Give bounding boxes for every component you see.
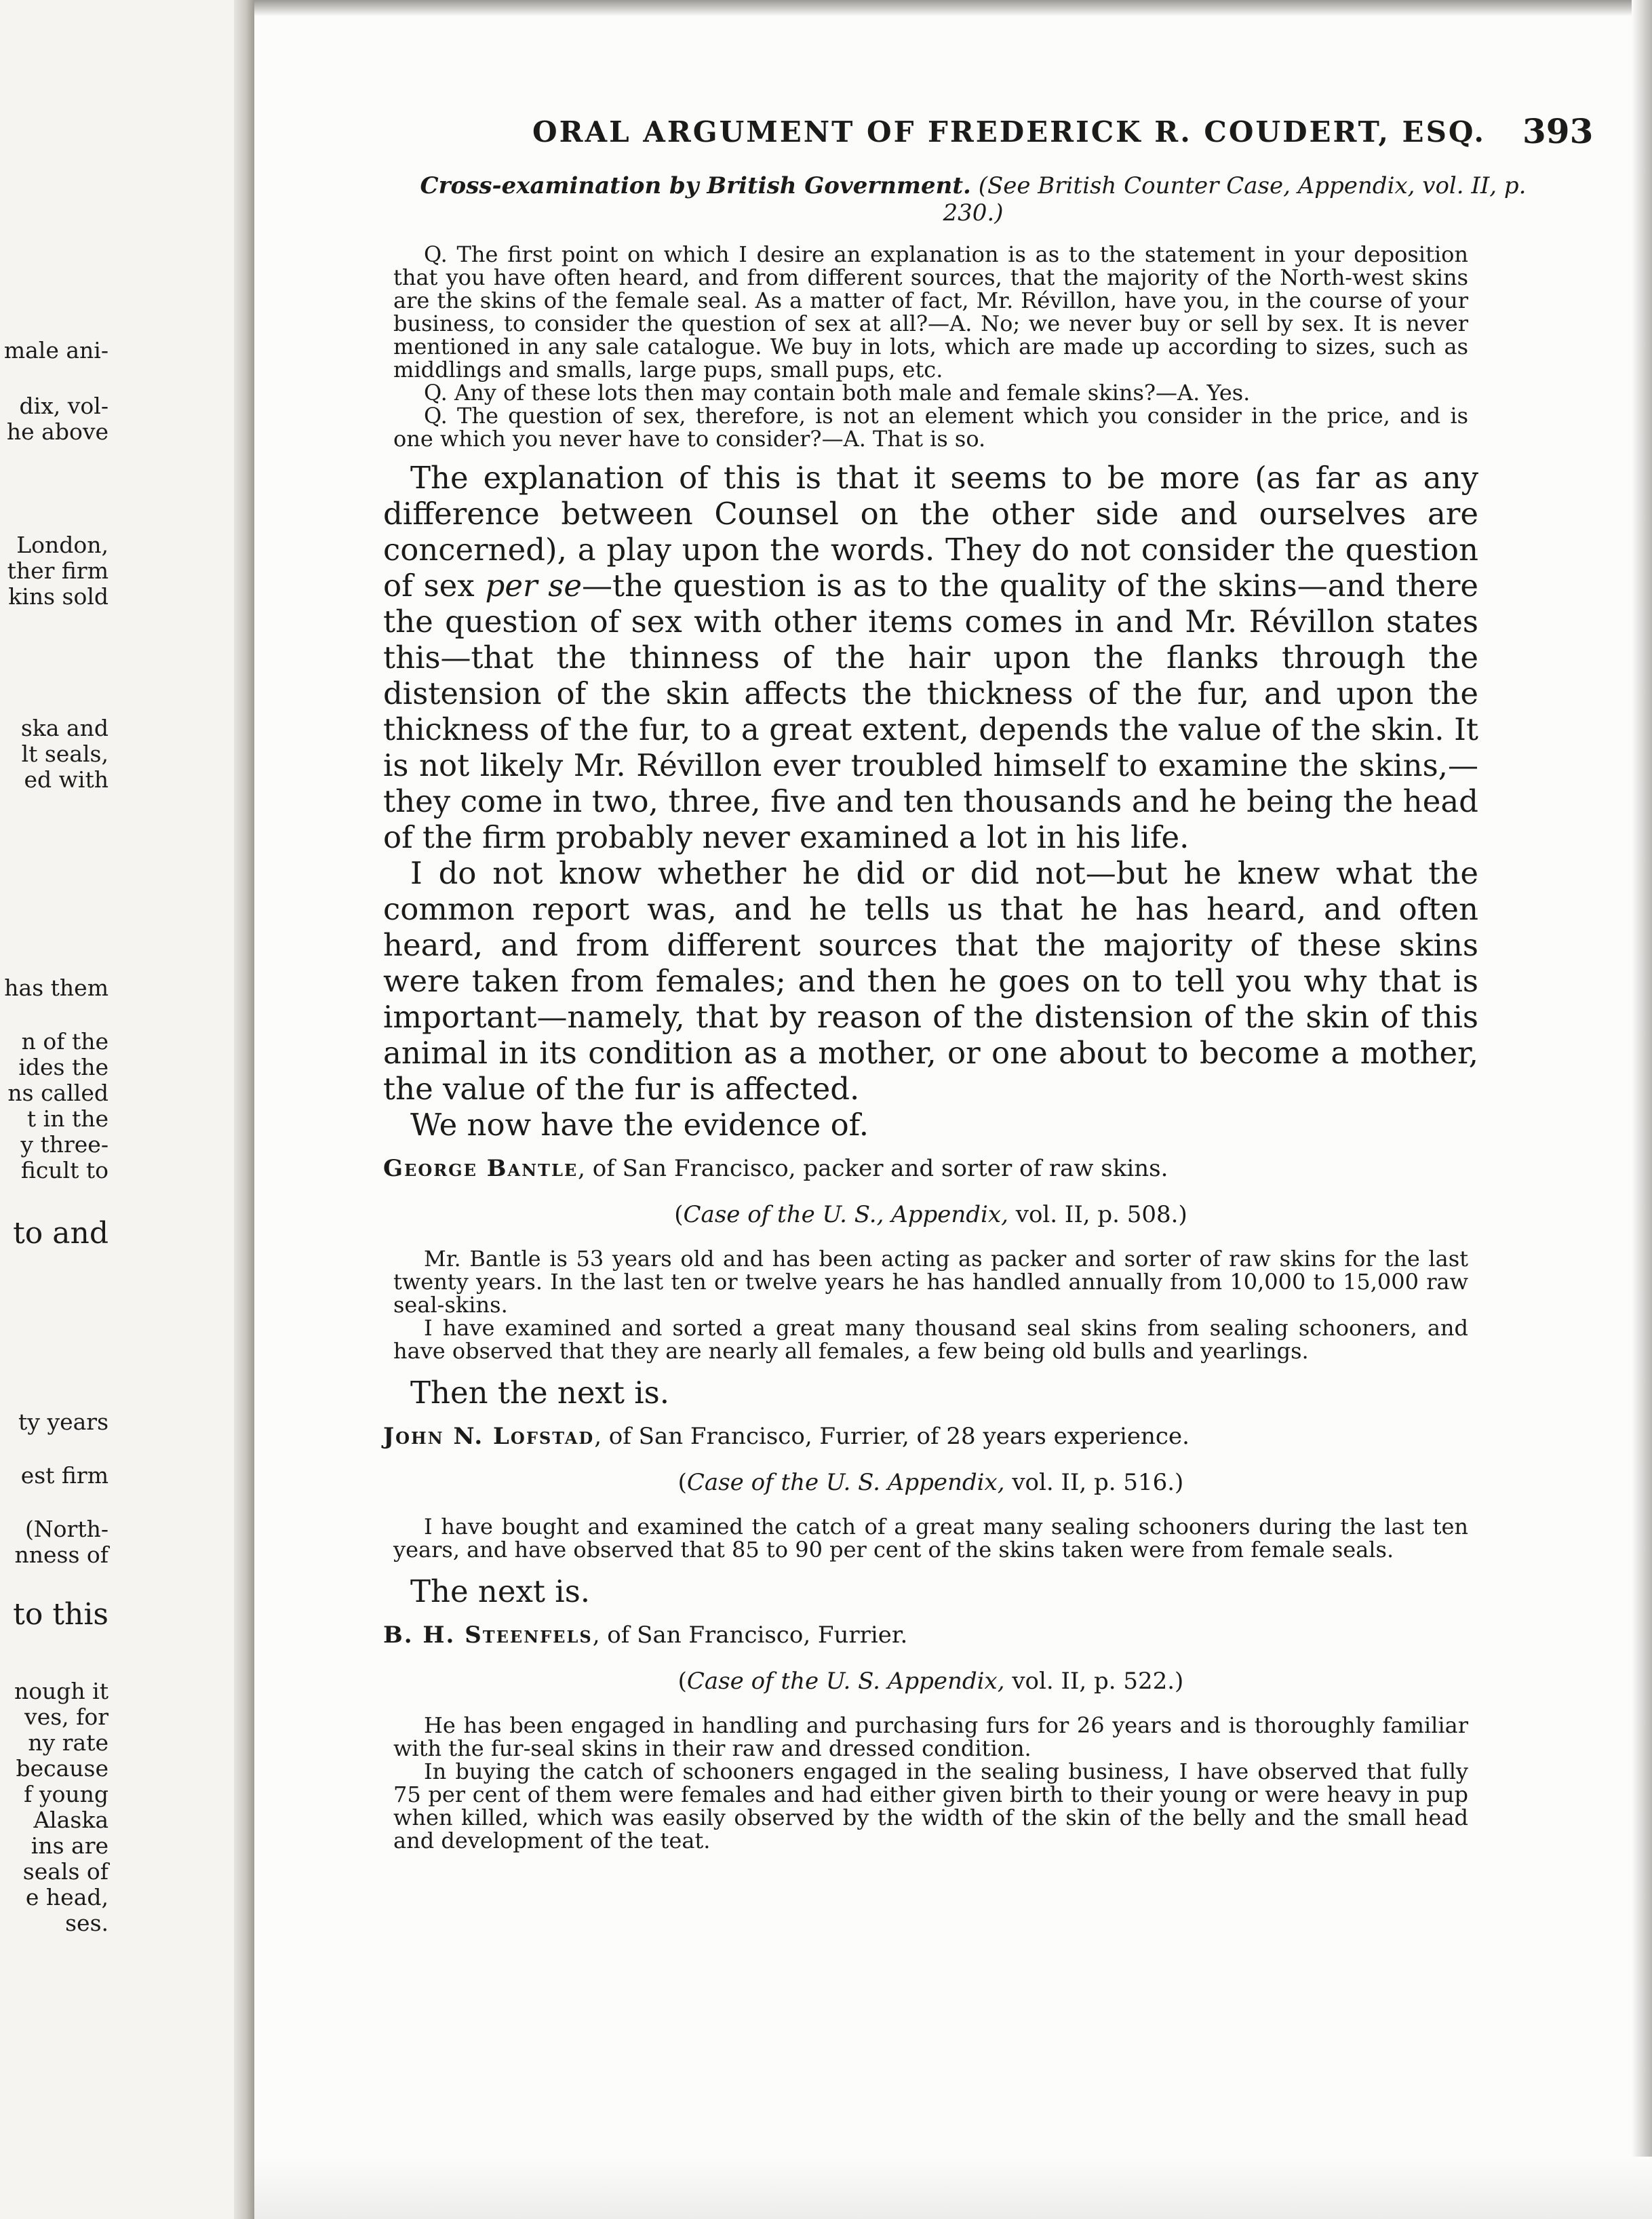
facing-page-line: lt seals, <box>21 741 109 767</box>
evidence-paragraph: In buying the catch of schooners engaged in the sealing business, I have observed that fully 75 per cent of them were females and had either given birth to their young or were heavy in pup when killed, which was easily observed by the width of the skin of the belly and the small head and development of the teat. <box>393 1759 1468 1853</box>
page-number: 393 <box>1522 111 1594 151</box>
witness-name: B. H. Steenfels <box>383 1622 593 1649</box>
facing-page-line: ides the <box>18 1054 109 1080</box>
witness-steenfels <box>383 1609 1652 1852</box>
argument-paragraph: The explanation of this is that it seems to be more (as far as any difference between Counsel on the other side and ourselves are concerned), a play upon the words. They do not consider the question of sex per se—the question is as to the quality of the skins—and there the question of sex with other items comes in and Mr. Révillon states this—that the thinness of the hair upon the flanks through the distension of the skin affects the thickness of the fur, and upon the thickness of the fur, to a great extent, depends the value of the skin. It is not likely Mr. Révillon ever troubled himself to examine the skins,—they come in two, three, five and ten thousands and he being the head of the firm probably never examined a lot in his life. <box>383 460 1478 855</box>
facing-page-line: ed with <box>24 766 109 793</box>
facing-page-line: ves, for <box>24 1704 109 1730</box>
argument-paragraph: We now have the evidence of. <box>410 1107 869 1143</box>
running-head <box>383 111 1652 163</box>
facing-page-line: ins are <box>31 1832 109 1859</box>
facing-page-line: male ani- <box>3 337 109 364</box>
facing-page-line: ther firm <box>7 557 109 584</box>
facing-page-fragment <box>0 0 234 2219</box>
evidence-paragraph: Mr. Bantle is 53 years old and has been acting as packer and sorter of raw skins for the last twenty years. In the last ten or twelve years he has handled annually from 10,000 to 15,000 raw seal-skins. <box>393 1246 1468 1318</box>
facing-page-line: dix, vol- <box>19 393 109 419</box>
facing-page-line: he above <box>6 418 109 445</box>
page-bottom-shade <box>254 2157 1652 2219</box>
facing-page-line: has them <box>4 975 109 1001</box>
facing-page-line: n of the <box>21 1028 109 1055</box>
qa-paragraph: Q. The question of sex, therefore, is not an element which you consider in the price, and is one which you never have to consider?—A. That is so. <box>393 403 1468 452</box>
book-page <box>254 0 1652 2219</box>
argument-block <box>383 460 1652 1143</box>
witness-citation: (Case of the U. S. Appendix, vol. II, p. 516.) <box>677 1469 1184 1496</box>
question-answer-block <box>383 243 1652 450</box>
facing-page-line: (North- <box>24 1516 109 1542</box>
argument-paragraph: I do not know whether he did or did not—but he knew what the common report was, and he tells us that he has heard, and often heard, and from different sources that the majority of these skins were taken from females; and then he goes on to tell you why that is important—namely, that by reason of the distension of the skin of this animal in its condition as a mother, or one about to become a mother, the value of the fur is affected. <box>383 855 1478 1107</box>
facing-page-line: y three- <box>20 1131 109 1158</box>
transition-line: The next is. <box>410 1573 591 1609</box>
page-content <box>383 111 1652 1853</box>
facing-page-line: to this <box>13 1597 109 1632</box>
transition-line: Then the next is. <box>410 1375 670 1411</box>
witness-line: B. H. Steenfels, of San Francisco, Furrier. <box>383 1622 908 1649</box>
witness-line: John N. Lofstad, of San Francisco, Furrier, of 28 years experience. <box>383 1423 1189 1450</box>
facing-page-line: ns called <box>7 1080 109 1106</box>
running-title: ORAL ARGUMENT OF FREDERICK R. COUDERT, ESQ. <box>532 115 1487 149</box>
facing-page-line: to and <box>13 1216 109 1251</box>
facing-page-line: f young <box>24 1781 109 1807</box>
facing-page-line: nough it <box>14 1678 109 1704</box>
witness-bantle <box>383 1143 1652 1411</box>
facing-page-line: t in the <box>26 1105 109 1132</box>
facing-page-line: ficult to <box>20 1157 109 1183</box>
evidence-paragraph: I have examined and sorted a great many thousand seal skins from sealing schooners, and have observed that they are nearly all females, a few being old bulls and yearlings. <box>393 1315 1468 1364</box>
witness-name: George Bantle <box>383 1155 578 1182</box>
facing-page-line: ny rate <box>28 1729 109 1756</box>
facing-page-line: London, <box>16 532 109 558</box>
facing-page-line: Alaska <box>33 1807 109 1833</box>
cross-examination-heading <box>383 172 1539 227</box>
facing-page-line: seals of <box>22 1858 109 1885</box>
facing-page-line: nness of <box>14 1541 109 1568</box>
qa-paragraph: Q. The first point on which I desire an explanation is as to the statement in your deposition that you have often heard, and from different sources, that the majority of the North-west skins are the skins of the female seal. As a matter of fact, Mr. Révillon, have you, in the course of your business, to consider the question of sex at all?—A. No; we never buy or sell by sex. It is never mentioned in any sale catalogue. We buy in lots, which are made up according to sizes, such as middlings and smalls, large pups, small pups, etc. <box>393 241 1468 382</box>
witness-line: George Bantle, of San Francisco, packer and sorter of raw skins. <box>383 1155 1168 1182</box>
facing-page-line: ty years <box>18 1409 109 1435</box>
facing-page-line: est firm <box>20 1462 109 1489</box>
witness-name: John N. Lofstad <box>383 1423 595 1450</box>
facing-page-line: e head, <box>25 1884 109 1910</box>
evidence-paragraph: He has been engaged in handling and purchasing furs for 26 years and is thoroughly familiar with the fur-seal skins in their raw and dressed condition. <box>393 1712 1468 1761</box>
facing-page-line: because <box>16 1755 109 1782</box>
cross-examination-citation: (See British Counter Case, Appendix, vol. II, p. 230.) <box>943 172 1527 227</box>
cross-examination-title: Cross-examination by British Government. <box>420 172 971 199</box>
witness-citation: (Case of the U. S. Appendix, vol. II, p. 522.) <box>677 1668 1184 1695</box>
facing-page-line: ska and <box>20 715 109 741</box>
qa-paragraph: Q. Any of these lots then may contain both male and female skins?—A. Yes. <box>424 380 1251 406</box>
page-top-shadow <box>254 0 1652 16</box>
book-gutter <box>234 0 254 2219</box>
facing-page-line: ses. <box>65 1910 109 1936</box>
facing-page-line: kins sold <box>8 583 109 610</box>
evidence-paragraph: I have bought and examined the catch of a great many sealing schooners during the last ten years, and have observed that 85 to 90 per cent of the skins taken were from female seals. <box>393 1514 1468 1563</box>
witness-lofstad <box>383 1411 1652 1609</box>
witness-citation: (Case of the U. S., Appendix, vol. II, p. 508.) <box>674 1201 1187 1228</box>
